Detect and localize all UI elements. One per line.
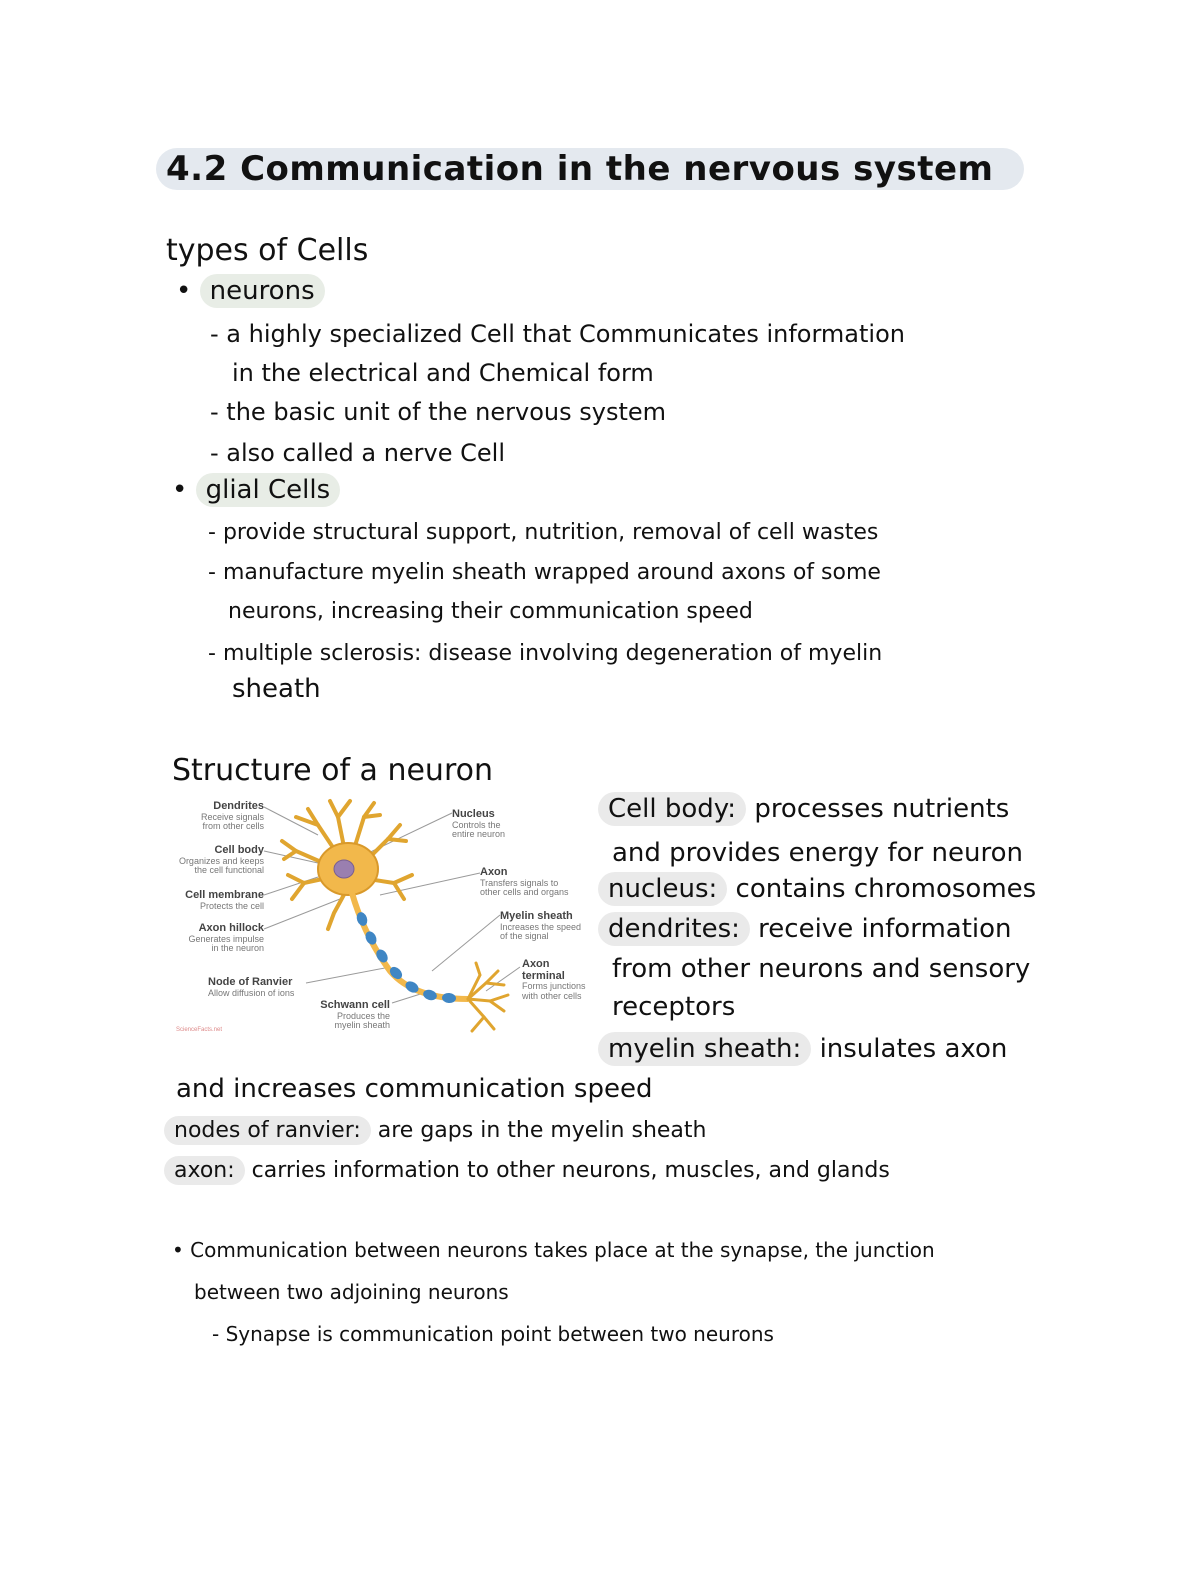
label-myelin: Myelin sheath Increases the speed of the signal <box>500 910 582 941</box>
communication-sub: - Synapse is communication point between two neurons <box>212 1322 774 1346</box>
glial-point-3: - multiple sclerosis: disease involving degeneration of myelin <box>208 641 883 666</box>
glial-bullet: • glial Cells <box>172 477 340 503</box>
label-schwann: Schwann cell Produces the myelin sheath <box>320 999 390 1030</box>
neurons-point-1: - a highly specialized Cell that Communicates information <box>210 320 905 348</box>
note-nucleus: nucleus: contains chromosomes <box>598 876 1036 902</box>
diagram-watermark: ScienceFacts.net <box>176 1027 223 1033</box>
note-myelin: myelin sheath: insulates axon <box>598 1036 1007 1062</box>
page-title: 4.2 Communication in the nervous system <box>166 149 994 189</box>
label-node-ranvier: Node of Ranvier Allow diffusion of ions <box>208 976 295 998</box>
neurons-bullet: • neurons <box>176 278 325 304</box>
structure-heading: Structure of a neuron <box>172 753 493 788</box>
label-axon-hillock: Axon hillock Generates impulse in the neuron <box>188 922 264 953</box>
neurons-point-1b: in the electrical and Chemical form <box>232 359 654 387</box>
label-axon-terminal: Axon terminal Forms junctions with other cells <box>522 958 586 1001</box>
glial-point-2b: neurons, increasing their communication speed <box>228 599 753 624</box>
note-dendrites-2: from other neurons and sensory <box>612 954 1031 984</box>
neurons-label: neurons <box>200 274 325 308</box>
note-cell-body-2: and provides energy for neuron <box>612 838 1023 868</box>
communication-line-2: between two adjoining neurons <box>194 1280 509 1304</box>
note-dendrites: dendrites: receive information <box>598 916 1012 942</box>
note-myelin-2: and increases communication speed <box>176 1074 653 1104</box>
glial-point-1: - provide structural support, nutrition, removal of cell wastes <box>208 520 879 545</box>
label-cell-body: Cell body Organizes and keeps the cell functional <box>178 844 264 875</box>
label-nucleus: Nucleus Controls the entire neuron <box>452 808 506 839</box>
label-axon: Axon Transfers signals to other cells and organs <box>480 866 569 897</box>
note-axon: axon: carries information to other neurons, muscles, and glands <box>164 1160 890 1182</box>
glial-point-3b: sheath <box>232 674 321 704</box>
types-heading: types of Cells <box>166 233 369 268</box>
glial-label: glial Cells <box>196 473 341 507</box>
note-nodes: nodes of ranvier: are gaps in the myelin sheath <box>164 1120 707 1142</box>
label-dendrites: Dendrites Receive signals from other cells <box>200 800 264 831</box>
label-cell-membrane: Cell membrane Protects the cell <box>185 889 264 911</box>
glial-point-2: - manufacture myelin sheath wrapped around axons of some <box>208 560 881 585</box>
neurons-point-2: - the basic unit of the nervous system <box>210 398 666 426</box>
communication-line-1: • Communication between neurons takes place at the synapse, the junction <box>172 1238 935 1262</box>
note-dendrites-3: receptors <box>612 992 736 1022</box>
neurons-point-3: - also called a nerve Cell <box>210 439 505 467</box>
neuron-diagram <box>168 795 598 1045</box>
note-cell-body: Cell body: processes nutrients <box>598 796 1009 822</box>
